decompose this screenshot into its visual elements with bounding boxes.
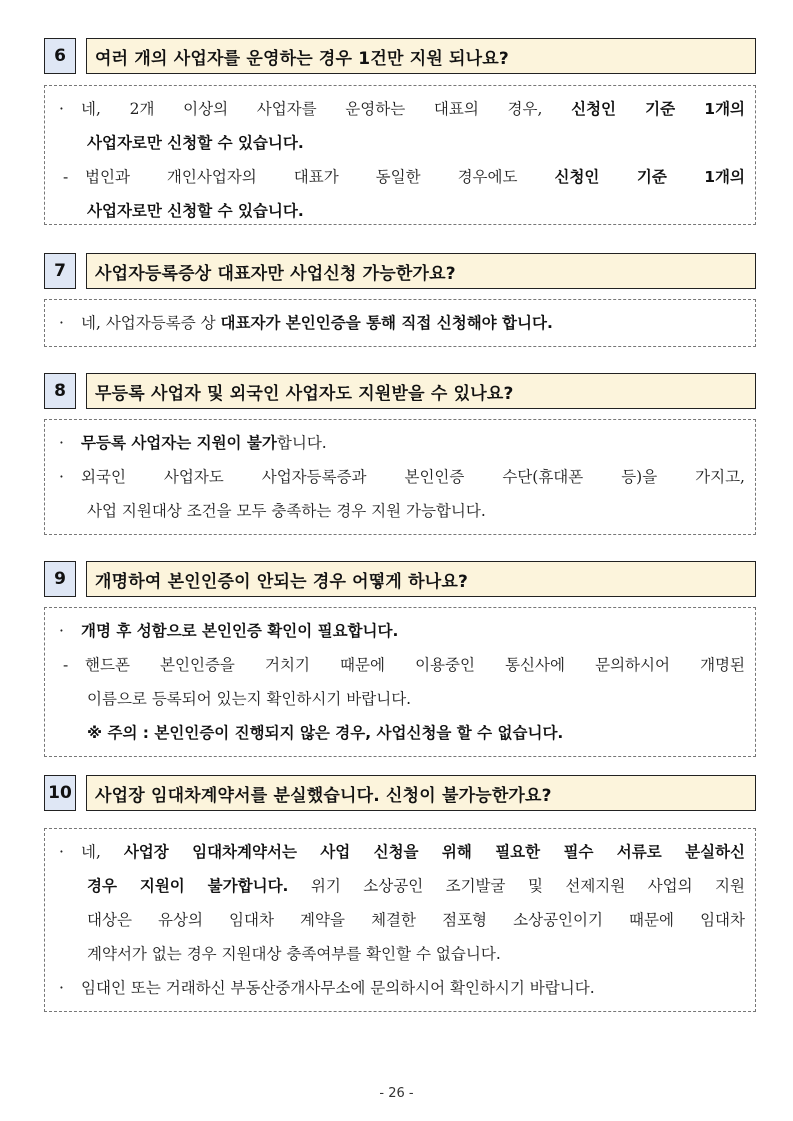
answer-line: · 네, 2개 이상의 사업자를 운영하는 대표의 경우, 신청인 기준 1개의 (59, 100, 746, 118)
answer-box (44, 299, 756, 347)
question-title: 무등록 사업자 및 외국인 사업자도 지원받을 수 있나요? (86, 373, 756, 409)
question-number: 6 (44, 38, 76, 74)
question-number: 9 (44, 561, 76, 597)
answer-line: 계약서가 없는 경우 지원대상 충족여부를 확인할 수 없습니다. (87, 945, 501, 963)
answer-line: · 네, 사업장 임대차계약서는 사업 신청을 위해 필요한 필수 서류로 분실하신 (59, 843, 745, 861)
answer-line: - 핸드폰 본인인증을 거치기 때문에 이용중인 통신사에 문의하시어 개명된 (63, 656, 745, 674)
question-number: 8 (44, 373, 76, 409)
answer-line: 경우 지원이 불가합니다. 위기 소상공인 조기발굴 및 선제지원 사업의 지원 (87, 877, 745, 895)
answer-line: - 법인과 개인사업자의 대표가 동일한 경우에도 신청인 기준 1개의 (63, 168, 745, 186)
answer-line: 이름으로 등록되어 있는지 확인하시기 바랍니다. (87, 690, 412, 708)
faq-item-9 (44, 561, 756, 742)
faq-item-6 (44, 38, 756, 220)
answer-line: · 무등록 사업자는 지원이 불가합니다. (59, 434, 327, 452)
answer-line: 사업 지원대상 조건을 모두 충족하는 경우 지원 가능합니다. (87, 502, 486, 520)
answer-line: 사업자로만 신청할 수 있습니다. (87, 134, 304, 152)
answer-box (44, 85, 756, 225)
question-title: 여러 개의 사업자를 운영하는 경우 1건만 지원 되나요? (86, 38, 756, 74)
answer-line: · 개명 후 성함으로 본인인증 확인이 필요합니다. (59, 622, 399, 640)
answer-box (44, 607, 756, 757)
question-title: 사업자등록증상 대표자만 사업신청 가능한가요? (86, 253, 756, 289)
faq-item-10 (44, 775, 756, 997)
warning-note: ※ 주의 : 본인인증이 진행되지 않은 경우, 사업신청을 할 수 없습니다. (87, 724, 564, 742)
page-number: - 26 - (379, 1086, 414, 1101)
answer-line: · 네, 사업자등록증 상 대표자가 본인인증을 통해 직접 신청해야 합니다. (59, 314, 553, 332)
question-number: 10 (44, 775, 76, 811)
answer-line: 대상은 유상의 임대차 계약을 체결한 점포형 소상공인이기 때문에 임대차 (87, 911, 745, 929)
faq-item-7 (44, 253, 756, 332)
answer-box (44, 419, 756, 535)
answer-box (44, 828, 756, 1012)
answer-line: · 외국인 사업자도 사업자등록증과 본인인증 수단(휴대폰 등)을 가지고, (59, 468, 745, 486)
answer-line: · 임대인 또는 거래하신 부동산중개사무소에 문의하시어 확인하시기 바랍니다. (59, 979, 595, 997)
answer-line: 사업자로만 신청할 수 있습니다. (87, 202, 304, 220)
question-number: 7 (44, 253, 76, 289)
question-title: 사업장 임대차계약서를 분실했습니다. 신청이 불가능한가요? (86, 775, 756, 811)
question-title: 개명하여 본인인증이 안되는 경우 어떻게 하나요? (86, 561, 756, 597)
faq-item-8 (44, 373, 756, 520)
